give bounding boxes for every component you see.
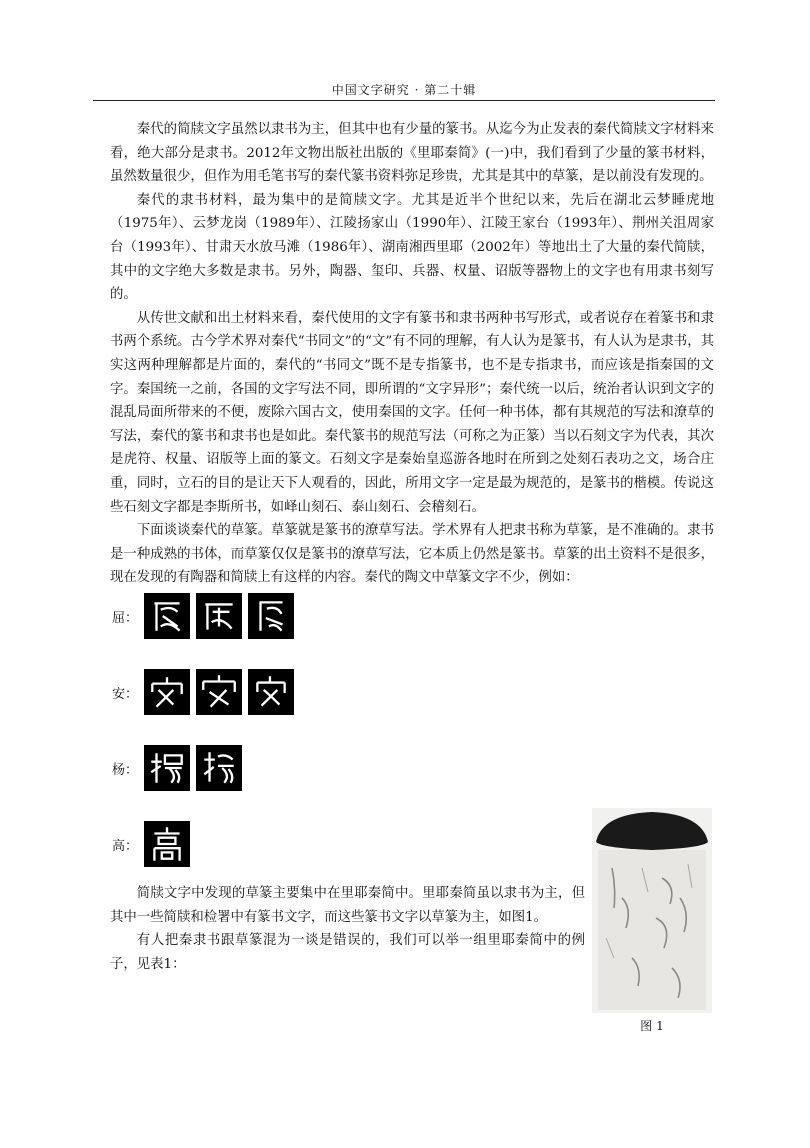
paragraph: 从传世文献和出土材料来看，秦代使用的文字有篆书和隶书两种书写形式，或者说存在着篆书和隶书两个系统。古今学术界对秦代“书同文”的“文”有不同的理解，有人认为是篆书，有人认为是隶书，其实这两种理解都是片面的，秦代的“书同文”既不是专指篆书，也不是专指隶书，而应该是指秦国的文字。秦国统一之前，各国的文字写法不同，即所谓的“文字异形”；秦代统一以后，统治者认识到文字的混乱局面所带来的不便，废除六国古文，使用秦国的文字。任何一种书体，都有其规范的写法和潦草的写法，秦代的篆书和隶书也是如此。秦代篆书的规范写法（可称之为正篆）当以石刻文字为代表，其次是虎符、权量、诏版等上面的篆文。石刻文字是秦始皇巡游各地时在所到之处刻石表功之文，场合庄重，同时，立石的目的是让天下人观看的，因此，所用文字一定是最为规范的，是篆书的楷模。传说这些石刻文字都是李斯所书，如峄山刻石、泰山刻石、会稽刻石。 xyxy=(110,310,714,515)
example-label: 安： xyxy=(111,686,138,702)
journal-title: 中国文字研究 · 第二十辑 xyxy=(331,83,477,97)
figure-1-image xyxy=(592,808,712,1013)
lower-body xyxy=(110,882,585,976)
example-label: 高： xyxy=(111,838,138,854)
rubbing-image xyxy=(196,593,242,639)
rubbing-image xyxy=(144,745,190,791)
example-label: 杨： xyxy=(111,762,138,778)
paragraph: 简牍文字中发现的草篆主要集中在里耶秦简中。里耶秦简虽以隶书为主，但其中一些简牍和检署中有篆书文字，而这些篆书文字以草篆为主，如图1。 xyxy=(110,886,585,925)
paragraph: 有人把秦隶书跟草篆混为一谈是错误的，我们可以举一组里耶秦简中的例子，见表1： xyxy=(110,933,585,972)
header-rule xyxy=(93,100,715,101)
rubbing-image xyxy=(248,669,294,715)
example-row-an xyxy=(110,662,300,722)
paragraph: 下面谈谈秦代的草篆。草篆就是篆书的潦草写法。学术界有人把隶书称为草篆，是不准确的。隶书是一种成熟的书体，而草篆仅仅是篆书的潦草写法，它本质上仍然是篆书。草篆的出土资料不是很多，现在发现的有陶器和简牍上有这样的内容。秦代的陶文中草篆文字不少，例如： xyxy=(110,523,714,586)
rubbing-image xyxy=(196,745,242,791)
example-row-qu xyxy=(110,586,300,646)
example-label: 屈： xyxy=(111,610,138,626)
example-row-yang xyxy=(110,738,248,798)
example-row-gao xyxy=(110,814,196,874)
rubbing-image xyxy=(144,593,190,639)
rubbing-image xyxy=(248,593,294,639)
rubbing-image xyxy=(144,669,190,715)
running-header xyxy=(93,77,715,103)
main-body xyxy=(110,118,714,590)
paragraph: 秦代的简牍文字虽然以隶书为主，但其中也有少量的篆书。从迄今为止发表的秦代简牍文字材料来看，绝大部分是隶书。2012年文物出版社出版的《里耶秦简》(一)中，我们看到了少量的篆书材料，虽然数量很少，但作为用毛笔书写的秦代篆书资料弥足珍贵，尤其是其中的草篆，是以前没有发现的。 xyxy=(110,122,714,185)
figure-caption: 图 1 xyxy=(640,1019,664,1033)
rubbing-image xyxy=(144,821,190,867)
rubbing-image xyxy=(196,669,242,715)
paragraph: 秦代的隶书材料，最为集中的是简牍文字。尤其是近半个世纪以来，先后在湖北云梦睡虎地（1975年）、云梦龙岗（1989年）、江陵扬家山（1990年）、江陵王家台（1993年）、荆州关沮周家台（1993年）、甘肃天水放马滩（1986年）、湖南湘西里耶（2002年）等地出土了大量的秦代简牍，其中的文字绝大多数是隶书。另外，陶器、玺印、兵器、权量、诏版等器物上的文字也有用隶书刻写的。 xyxy=(110,192,714,303)
